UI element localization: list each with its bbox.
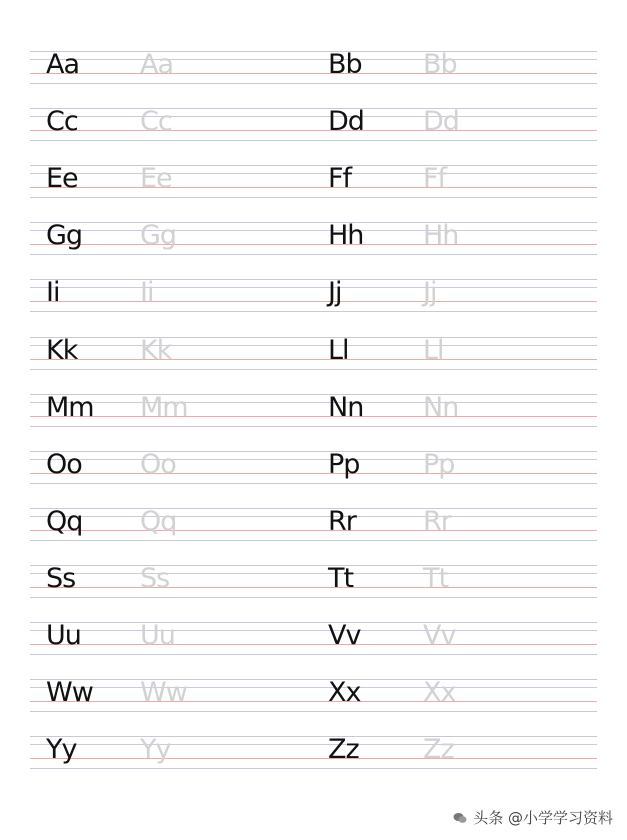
letter-pair-trace: Oo bbox=[140, 448, 176, 480]
guide-line bbox=[30, 73, 597, 74]
guide-line bbox=[30, 744, 597, 745]
guide-line bbox=[30, 311, 597, 312]
letter-pair-trace: Rr bbox=[423, 505, 451, 537]
guide-line bbox=[30, 402, 597, 403]
letter-pair-trace: Ss bbox=[140, 562, 170, 594]
guide-line bbox=[30, 516, 597, 517]
guide-line bbox=[30, 244, 597, 245]
guide-line bbox=[30, 59, 597, 60]
guide-line bbox=[30, 687, 597, 688]
letter-pair-example: Jj bbox=[328, 277, 342, 309]
guide-line bbox=[30, 222, 597, 223]
letter-pair-example: Zz bbox=[328, 734, 359, 766]
letter-pair-example: Nn bbox=[328, 391, 364, 423]
letter-pair-example: Ff bbox=[328, 163, 352, 195]
worksheet-row bbox=[30, 222, 597, 256]
letter-pair-trace: Xx bbox=[423, 677, 456, 709]
guide-line bbox=[30, 83, 597, 84]
guide-line bbox=[30, 254, 597, 255]
guide-line bbox=[30, 573, 597, 574]
guide-line bbox=[30, 540, 597, 541]
guide-line bbox=[30, 736, 597, 737]
letter-pair-example: Mm bbox=[46, 391, 94, 423]
guide-line bbox=[30, 451, 597, 452]
letter-pair-example: Hh bbox=[328, 220, 364, 252]
guide-line bbox=[30, 51, 597, 52]
guide-line bbox=[30, 587, 597, 588]
letter-pair-trace: Nn bbox=[423, 391, 459, 423]
guide-line bbox=[30, 369, 597, 370]
worksheet-row bbox=[30, 108, 597, 142]
guide-line bbox=[30, 679, 597, 680]
letter-pair-example: Ll bbox=[328, 334, 349, 366]
letter-pair-example: Gg bbox=[46, 220, 83, 252]
guide-line bbox=[30, 140, 597, 141]
guide-line bbox=[30, 345, 597, 346]
guide-line bbox=[30, 644, 597, 645]
guide-line bbox=[30, 165, 597, 166]
guide-line bbox=[30, 508, 597, 509]
worksheet-row bbox=[30, 51, 597, 85]
guide-line bbox=[30, 301, 597, 302]
guide-line bbox=[30, 630, 597, 631]
worksheet-row bbox=[30, 736, 597, 770]
guide-line bbox=[30, 565, 597, 566]
guide-line bbox=[30, 359, 597, 360]
guide-line bbox=[30, 108, 597, 109]
watermark bbox=[453, 807, 613, 828]
letter-pair-trace: Aa bbox=[140, 49, 174, 80]
letter-pair-example: Yy bbox=[46, 734, 77, 766]
guide-line bbox=[30, 416, 597, 417]
watermark-text: 头条 @小学学习资料 bbox=[473, 809, 613, 827]
letter-pair-trace: Yy bbox=[140, 734, 171, 766]
guide-line bbox=[30, 654, 597, 655]
worksheet-row bbox=[30, 622, 597, 656]
letter-pair-example: Pp bbox=[328, 448, 360, 480]
worksheet-row bbox=[30, 505, 597, 542]
letter-pair-example: Ww bbox=[46, 677, 93, 709]
letter-pair-example: Bb bbox=[328, 49, 362, 80]
letter-pair-trace: Uu bbox=[140, 620, 175, 651]
guide-line bbox=[30, 116, 597, 117]
guide-line bbox=[30, 197, 597, 198]
wechat-icon bbox=[453, 812, 467, 824]
letter-pair-example: Ii bbox=[46, 277, 60, 309]
letter-pair-example: Uu bbox=[46, 620, 81, 651]
guide-line bbox=[30, 483, 597, 484]
letter-pair-trace: Hh bbox=[423, 220, 459, 252]
letter-pair-trace: Jj bbox=[423, 277, 437, 309]
letter-pair-trace: Zz bbox=[423, 734, 454, 766]
letter-pair-trace: Cc bbox=[140, 106, 172, 138]
guide-line bbox=[30, 394, 597, 395]
letter-pair-trace: Tt bbox=[423, 562, 449, 594]
guide-line bbox=[30, 758, 597, 759]
worksheet-row bbox=[30, 391, 597, 428]
guide-line bbox=[30, 287, 597, 288]
guide-line bbox=[30, 279, 597, 280]
letter-pair-trace: Kk bbox=[140, 334, 172, 366]
letter-pair-trace: Dd bbox=[423, 106, 459, 138]
guide-line bbox=[30, 130, 597, 131]
letter-pair-example: Cc bbox=[46, 106, 78, 138]
letter-pair-example: Xx bbox=[328, 677, 361, 709]
letter-pair-example: Ee bbox=[46, 163, 78, 195]
guide-line bbox=[30, 230, 597, 231]
letter-pair-trace: Gg bbox=[140, 220, 177, 252]
guide-line bbox=[30, 459, 597, 460]
guide-line bbox=[30, 473, 597, 474]
letter-pair-example: Vv bbox=[328, 620, 361, 651]
guide-line bbox=[30, 426, 597, 427]
guide-line bbox=[30, 701, 597, 702]
guide-line bbox=[30, 622, 597, 623]
letter-pair-example: Rr bbox=[328, 505, 356, 537]
letter-pair-trace: Ff bbox=[423, 163, 447, 195]
guide-line bbox=[30, 337, 597, 338]
letter-pair-trace: Bb bbox=[423, 49, 457, 80]
guide-line bbox=[30, 711, 597, 712]
worksheet-row bbox=[30, 334, 597, 371]
letter-pair-trace: Vv bbox=[423, 620, 456, 651]
letter-pair-example: Qq bbox=[46, 505, 83, 537]
worksheet-row bbox=[30, 679, 597, 713]
guide-line bbox=[30, 173, 597, 174]
letter-pair-trace: Ww bbox=[140, 677, 187, 709]
worksheet-row bbox=[30, 165, 597, 199]
letter-pair-example: Oo bbox=[46, 448, 82, 480]
guide-line bbox=[30, 768, 597, 769]
worksheet-row bbox=[30, 448, 597, 485]
letter-pair-example: Kk bbox=[46, 334, 78, 366]
guide-line bbox=[30, 187, 597, 188]
letter-pair-example: Dd bbox=[328, 106, 364, 138]
letter-pair-trace: Mm bbox=[140, 391, 188, 423]
letter-pair-example: Ss bbox=[46, 562, 76, 594]
guide-line bbox=[30, 530, 597, 531]
guide-line bbox=[30, 597, 597, 598]
letter-pair-example: Tt bbox=[328, 562, 354, 594]
letter-pair-example: Aa bbox=[46, 49, 80, 80]
worksheet-row bbox=[30, 562, 597, 599]
worksheet-row bbox=[30, 279, 597, 313]
letter-pair-trace: Ee bbox=[140, 163, 172, 195]
letter-pair-trace: Qq bbox=[140, 505, 177, 537]
letter-pair-trace: Ii bbox=[140, 277, 154, 309]
letter-pair-trace: Pp bbox=[423, 448, 455, 480]
letter-pair-trace: Ll bbox=[423, 334, 444, 366]
